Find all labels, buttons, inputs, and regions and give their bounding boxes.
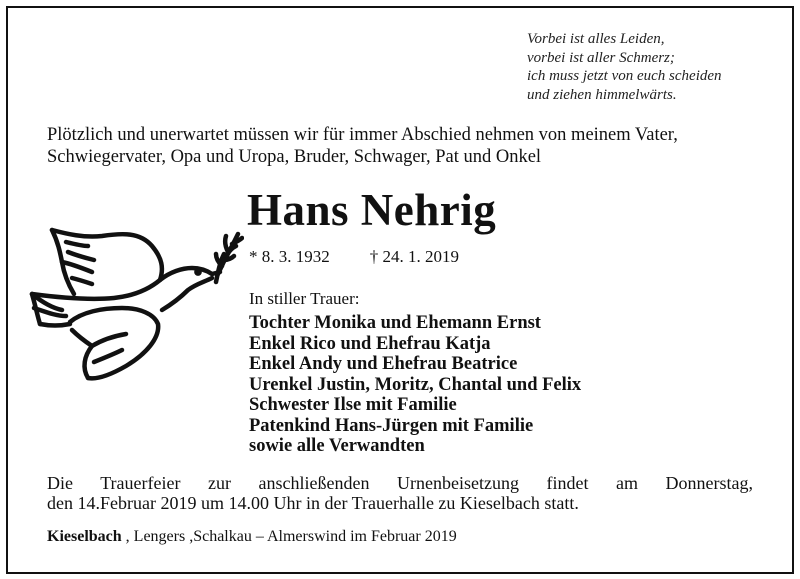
family-member: Schwester Ilse mit Familie <box>249 395 457 415</box>
intro-text <box>47 124 762 168</box>
service-line: Die Trauerfeier zur anschließenden Urnenbeisetzung findet am Donnerstag, <box>47 473 753 493</box>
life-dates <box>249 247 459 267</box>
poem-line: Vorbei ist alles Leiden, <box>527 31 665 47</box>
poem <box>527 30 722 104</box>
service-info <box>47 473 753 513</box>
mourning-heading: In stiller Trauer: <box>249 289 360 308</box>
family-member: Patenkind Hans-Jürgen mit Familie <box>249 415 534 436</box>
poem-line: vorbei ist aller Schmerz; <box>527 49 675 66</box>
death-date: † 24. 1. 2019 <box>369 247 459 266</box>
family-member: sowie alle Verwandten <box>249 436 425 456</box>
place-and-date <box>47 527 457 547</box>
dove-icon <box>22 212 244 387</box>
deceased-name: Hans Nehrig <box>247 185 497 235</box>
place-bold: Kieselbach <box>47 528 122 545</box>
intro-line: Schwiegervater, Opa und Uropa, Bruder, Schwager, Pat und Onkel <box>47 147 542 167</box>
family-member: Enkel Andy und Ehefrau Beatrice <box>249 354 518 374</box>
family-member: Enkel Rico und Ehefrau Katja <box>249 333 491 354</box>
service-line: den 14.Februar 2019 um 14.00 Uhr in der Trauerhalle zu Kieselbach statt. <box>47 493 579 513</box>
family-list <box>249 313 581 457</box>
family-member: Urenkel Justin, Moritz, Chantal und Felix <box>249 374 582 395</box>
poem-line: und ziehen himmelwärts. <box>527 86 677 103</box>
place-rest: , Lengers ,Schalkau – Almerswind im Februar 2019 <box>121 528 457 545</box>
intro-line: Plötzlich und unerwartet müssen wir für immer Abschied nehmen von meinem Vater, <box>47 125 678 145</box>
family-member: Tochter Monika und Ehemann Ernst <box>249 313 541 333</box>
birth-date: * 8. 3. 1932 <box>249 247 330 266</box>
poem-line: ich muss jetzt von euch scheiden <box>527 68 722 84</box>
